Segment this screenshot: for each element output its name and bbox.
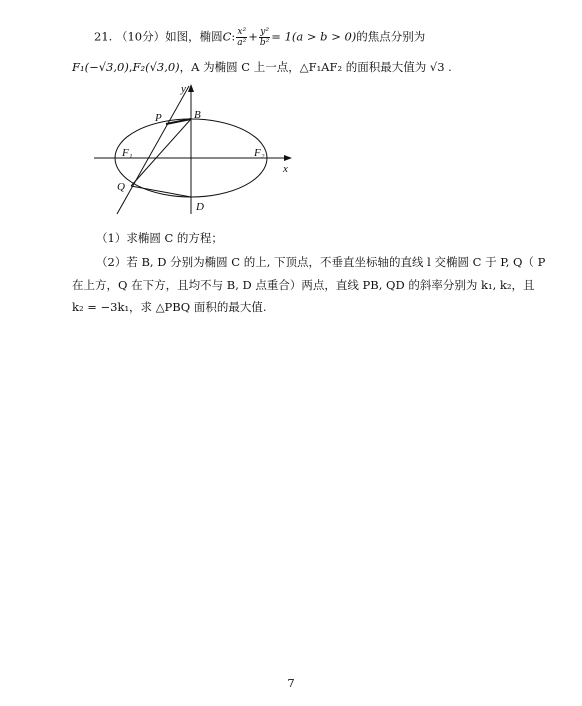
label-p: P	[155, 112, 162, 124]
eq-plus: +	[248, 29, 258, 44]
focus-f1-coord: (−√3,0)	[84, 60, 129, 74]
problem-number: 21.	[94, 29, 113, 44]
eq-x-denominator: a²	[237, 38, 247, 48]
eq-rhs: = 1(a > b > 0)	[271, 29, 357, 44]
problem-intro: 如图，椭圆	[165, 29, 223, 44]
question-2-line-1: （2）若 B, D 分别为椭圆 C 的上, 下顶点，不垂直坐标轴的直线 l 交椭圆 C 于 P, Q（ P	[96, 255, 546, 269]
curve-name: C	[222, 29, 232, 44]
problem-line-1	[94, 27, 425, 48]
ellipse-diagram	[92, 82, 300, 216]
question-2-line-3: k₂ = −3k₁，求 △PBQ 面积的最大值.	[72, 300, 267, 314]
eq-y-numerator: y²	[260, 27, 269, 37]
label-d: D	[196, 201, 204, 213]
page-number: 7	[287, 676, 295, 690]
focus-f2-label: F₂	[132, 60, 146, 74]
eq-colon: :	[231, 29, 236, 44]
label-f2: F₂	[254, 147, 265, 159]
segment-qd	[131, 186, 191, 197]
y-axis-arrow	[188, 84, 194, 92]
label-q: Q	[117, 181, 125, 193]
focus-f1-label: F₁	[72, 60, 85, 74]
focus-f2-coord: (√3,0)	[145, 60, 180, 74]
question-2-line-2: 在上方，Q 在下方，且均不与 B, D 点重合）两点，直线 PB, QD 的斜率分别为 k₁, k₂，且	[72, 278, 535, 292]
question-1: （1）求椭圆 C 的方程；	[96, 231, 223, 245]
problem-score: （10分）	[115, 29, 166, 44]
eq-y-denominator: b²	[259, 38, 270, 48]
eq-x-numerator: x²	[237, 27, 247, 37]
line2-tail: ，A 为椭圆 C 上一点，△F₁AF₂ 的面积最大值为 √3 .	[179, 60, 452, 74]
label-b: B	[194, 109, 201, 121]
eq-x-fraction	[236, 27, 247, 48]
eq-y-fraction	[259, 27, 270, 48]
intro-tail: 的焦点分别为	[356, 29, 426, 44]
x-axis-arrow	[284, 155, 292, 161]
label-x: x	[283, 163, 288, 175]
problem-line-2	[72, 59, 452, 75]
focus-separator: ,	[128, 60, 133, 74]
label-f1: F₁	[122, 147, 133, 159]
label-y: y	[181, 83, 186, 95]
